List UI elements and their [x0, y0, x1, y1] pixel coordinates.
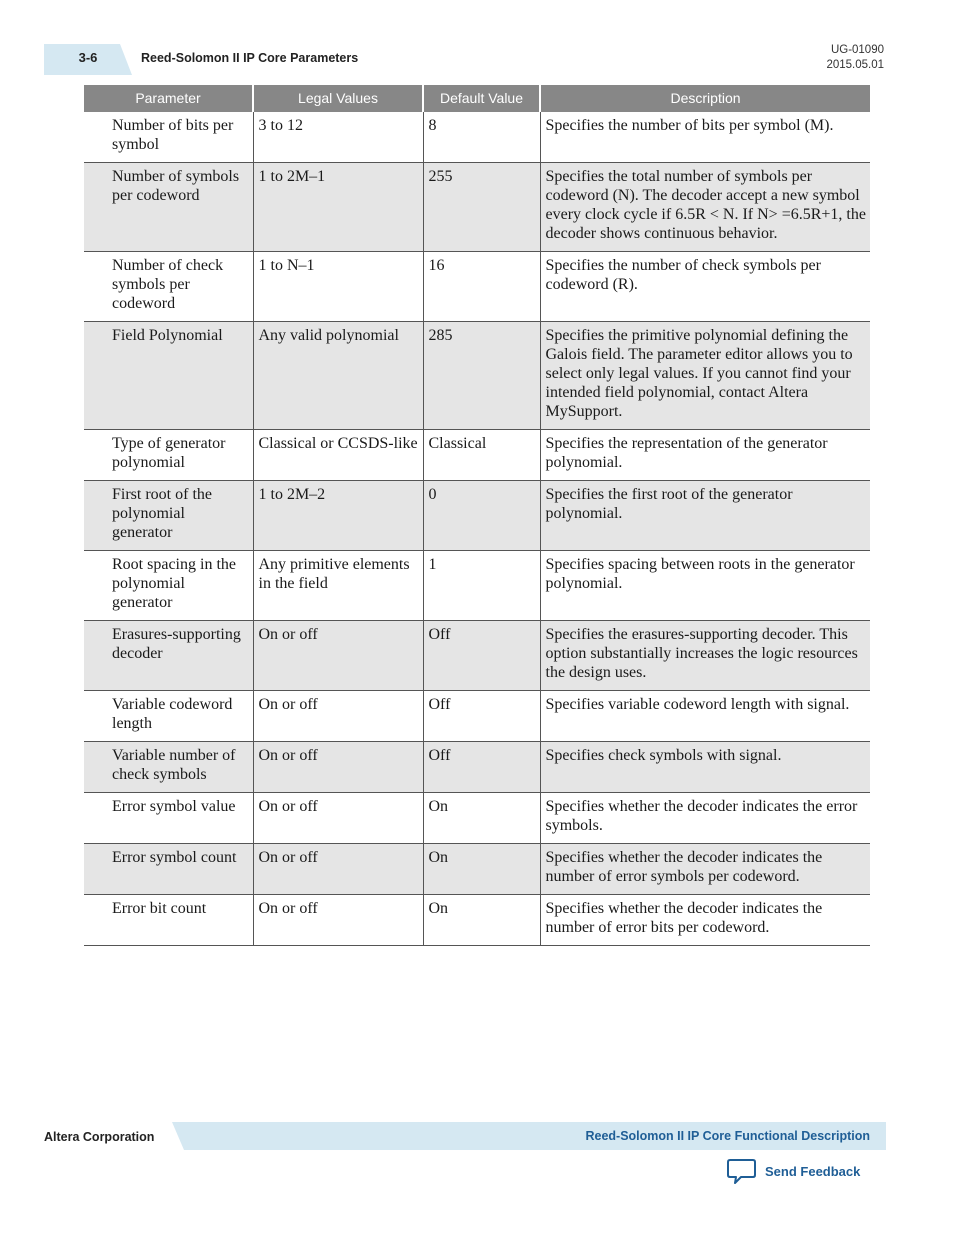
legal-values-cell: On or off [253, 793, 423, 844]
table-row [84, 322, 870, 430]
parameter-cell: Field Polynomial [84, 322, 253, 430]
column-header-parameter: Parameter [84, 85, 253, 112]
parameter-cell: Root spacing in the polynomial generator [84, 551, 253, 621]
legal-values-cell: 3 to 12 [253, 112, 423, 163]
table-row [84, 895, 870, 946]
description-cell: Specifies the erasures-supporting decoder. This option substantially increases the logic resources the design uses. [540, 621, 870, 691]
doc-meta [826, 43, 884, 73]
page-number: 3-6 [78, 50, 98, 65]
send-feedback-link[interactable] [727, 1158, 860, 1185]
default-value-cell: Off [423, 621, 540, 691]
parameter-cell: Erasures-supporting decoder [84, 621, 253, 691]
legal-values-cell: 1 to 2M–1 [253, 163, 423, 252]
description-cell: Specifies whether the decoder indicates the number of error symbols per codeword. [540, 844, 870, 895]
legal-values-cell: Any primitive elements in the field [253, 551, 423, 621]
parameter-cell: Variable codeword length [84, 691, 253, 742]
legal-values-cell: 1 to 2M–2 [253, 481, 423, 551]
company-name: Altera Corporation [44, 1130, 155, 1144]
table-row [84, 691, 870, 742]
table-row [84, 793, 870, 844]
doc-date: 2015.05.01 [826, 59, 884, 71]
parameter-cell: Error symbol value [84, 793, 253, 844]
table-row [84, 163, 870, 252]
column-header-legal-values: Legal Values [253, 85, 423, 112]
speech-bubble-icon [727, 1158, 756, 1185]
legal-values-cell: On or off [253, 895, 423, 946]
parameter-cell: Type of generator polynomial [84, 430, 253, 481]
legal-values-cell: Classical or CCSDS-like [253, 430, 423, 481]
description-cell: Specifies the primitive polynomial defining the Galois field. The parameter editor allows you to select only legal values. If you cannot find your intended field polynomial, contact Altera MySupport. [540, 322, 870, 430]
default-value-cell: 285 [423, 322, 540, 430]
parameter-cell: Number of symbols per codeword [84, 163, 253, 252]
legal-values-cell: On or off [253, 691, 423, 742]
description-cell: Specifies the representation of the generator polynomial. [540, 430, 870, 481]
section-title: Reed-Solomon II IP Core Parameters [141, 51, 359, 65]
parameter-cell: Number of check symbols per codeword [84, 252, 253, 322]
table-row [84, 112, 870, 163]
parameter-cell: Variable number of check symbols [84, 742, 253, 793]
default-value-cell: On [423, 844, 540, 895]
parameter-cell: Error bit count [84, 895, 253, 946]
table-row [84, 430, 870, 481]
table-row [84, 621, 870, 691]
parameter-cell: Error symbol count [84, 844, 253, 895]
description-cell: Specifies the number of check symbols per codeword (R). [540, 252, 870, 322]
default-value-cell: On [423, 793, 540, 844]
default-value-cell: 1 [423, 551, 540, 621]
table-row [84, 481, 870, 551]
description-cell: Specifies variable codeword length with signal. [540, 691, 870, 742]
default-value-cell: 8 [423, 112, 540, 163]
default-value-cell: Off [423, 742, 540, 793]
default-value-cell: On [423, 895, 540, 946]
parameter-cell: First root of the polynomial generator [84, 481, 253, 551]
table-header-row [84, 85, 870, 112]
doc-id: UG-01090 [830, 44, 884, 56]
legal-values-cell: On or off [253, 742, 423, 793]
description-cell: Specifies the total number of symbols per codeword (N). The decoder accept a new symbol every clock cycle if 6.5R < N. If N> =6.5R+1, the decoder shows continuous behavior. [540, 163, 870, 252]
footer-doc-title[interactable]: Reed-Solomon II IP Core Functional Description [585, 1129, 870, 1143]
description-cell: Specifies spacing between roots in the generator polynomial. [540, 551, 870, 621]
parameter-cell: Number of bits per symbol [84, 112, 253, 163]
legal-values-cell: On or off [253, 844, 423, 895]
table-row [84, 742, 870, 793]
default-value-cell: 16 [423, 252, 540, 322]
table-row [84, 844, 870, 895]
default-value-cell: 255 [423, 163, 540, 252]
description-cell: Specifies whether the decoder indicates the error symbols. [540, 793, 870, 844]
parameters-table [84, 85, 870, 946]
table-row [84, 551, 870, 621]
table-row [84, 252, 870, 322]
description-cell: Specifies whether the decoder indicates the number of error bits per codeword. [540, 895, 870, 946]
legal-values-cell: On or off [253, 621, 423, 691]
send-feedback-label[interactable]: Send Feedback [765, 1164, 861, 1179]
default-value-cell: Off [423, 691, 540, 742]
column-header-description: Description [540, 85, 870, 112]
default-value-cell: 0 [423, 481, 540, 551]
description-cell: Specifies check symbols with signal. [540, 742, 870, 793]
legal-values-cell: 1 to N–1 [253, 252, 423, 322]
default-value-cell: Classical [423, 430, 540, 481]
description-cell: Specifies the first root of the generator polynomial. [540, 481, 870, 551]
column-header-default-value: Default Value [423, 85, 540, 112]
description-cell: Specifies the number of bits per symbol (M). [540, 112, 870, 163]
legal-values-cell: Any valid polynomial [253, 322, 423, 430]
